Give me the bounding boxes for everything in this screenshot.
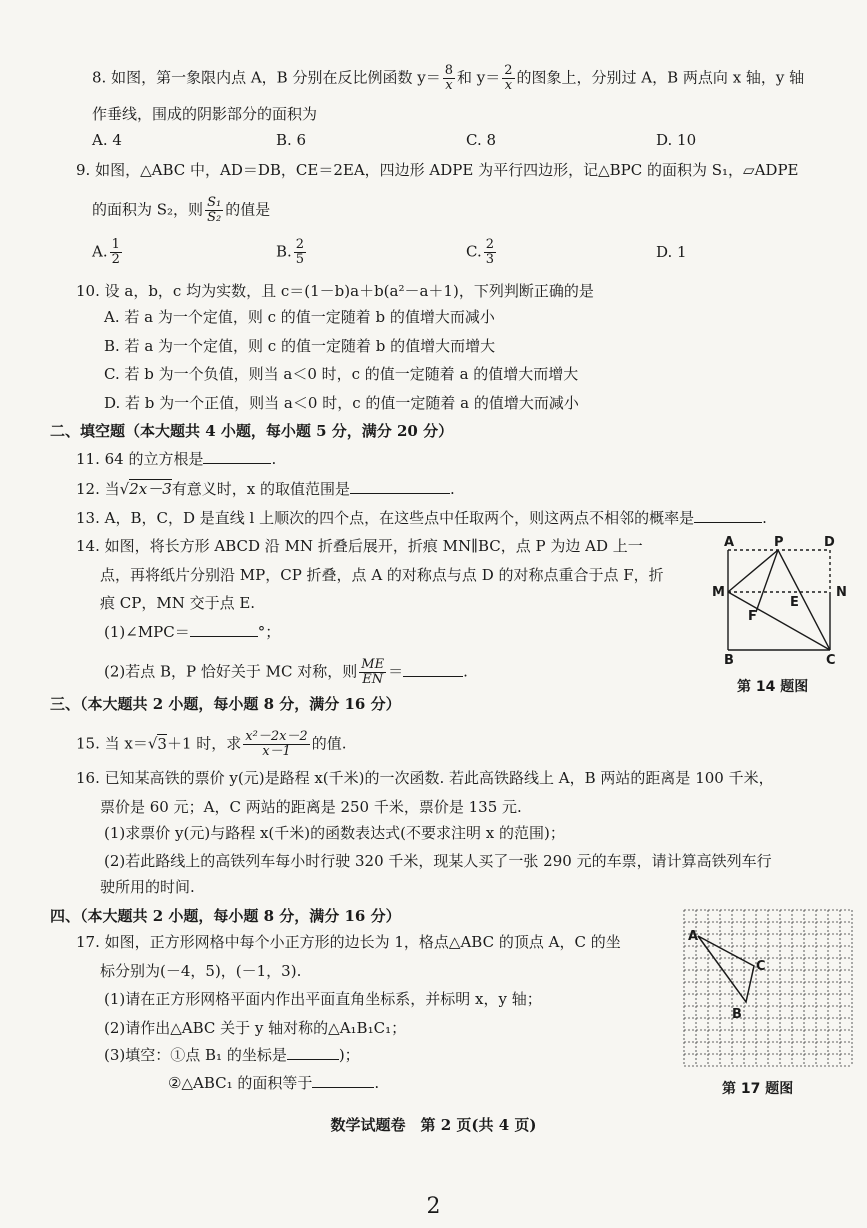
answer-blank bbox=[350, 479, 450, 494]
q8-option-b: B. 6 bbox=[276, 131, 307, 149]
q15-text-a: 15. 当 x＝ bbox=[76, 734, 148, 753]
frac-num: 2 bbox=[504, 63, 513, 78]
frac-num: 2 bbox=[295, 237, 305, 252]
q16-line2: 票价是 60 元；A，C 两站的距离是 250 千米，票价是 135 元. bbox=[100, 798, 522, 816]
q9-fraction-s1-s2 bbox=[205, 196, 223, 225]
q9-option-d: D. 1 bbox=[656, 243, 687, 261]
q8-option-c: C. 8 bbox=[466, 131, 497, 149]
q8-text-b: 和 y＝ bbox=[457, 68, 501, 87]
q10-stem: 10. 设 a，b，c 均为实数，且 c＝(1－b)a＋b(a²－a＋1)，下列判断正确的是 bbox=[76, 282, 594, 300]
q10-option-d: D. 若 b 为一个正值，则当 a＜0 时，c 的值一定随着 a 的值增大而减小 bbox=[104, 394, 579, 412]
frac-num: S₁ bbox=[207, 195, 222, 210]
opt-fraction bbox=[294, 238, 306, 267]
q9-option-a bbox=[92, 238, 124, 267]
frac-den: 2 bbox=[111, 252, 120, 267]
sqrt-sign-icon: √ bbox=[119, 480, 130, 498]
label-A: A bbox=[688, 929, 699, 944]
q14-equals: ＝ bbox=[388, 662, 404, 681]
q16-part2a: (2)若此路线上的高铁列车每小时行驶 320 千米，现某人买了一张 290 元的车票，请计算高铁列车行 bbox=[104, 852, 772, 870]
label-N: N bbox=[836, 585, 847, 600]
q14-line2: 点，再将纸片分别沿 MP，CP 折叠，点 A 的对称点与点 D 的对称点重合于点 F，折 bbox=[100, 566, 664, 584]
q17-part2: (2)请作出△ABC 关于 y 轴对称的△A₁B₁C₁； bbox=[104, 1019, 407, 1037]
section-heading-2: 二、填空题（本大题共 4 小题，每小题 5 分，满分 20 分） bbox=[50, 422, 454, 440]
section-heading-3: 三、（本大题共 2 小题，每小题 8 分，满分 16 分） bbox=[50, 695, 401, 713]
frac-num: 8 bbox=[444, 63, 453, 78]
frac-num: 2 bbox=[485, 237, 494, 252]
q8-text-a: 8. 如图，第一象限内点 A，B 分别在反比例函数 y＝ bbox=[92, 68, 441, 87]
opt-letter: B. bbox=[276, 242, 292, 261]
q11 bbox=[76, 449, 276, 469]
answer-blank bbox=[287, 1045, 339, 1060]
frac-den: x bbox=[504, 78, 513, 93]
q17-part3b-end: . bbox=[374, 1074, 380, 1092]
q17-part3a-text: (3)填空：①点 B₁ 的坐标是 bbox=[104, 1046, 287, 1064]
frac-num: ME bbox=[361, 657, 385, 672]
q12-end: . bbox=[449, 480, 455, 498]
label-D: D bbox=[824, 535, 835, 550]
q14-fraction-me-en bbox=[359, 658, 386, 687]
q14-part1 bbox=[104, 622, 280, 642]
q17-line1: 17. 如图，正方形网格中每个小正方形的边长为 1，格点△ABC 的顶点 A，C 的坐 bbox=[76, 933, 621, 951]
q17-part3a-end: )； bbox=[338, 1046, 360, 1064]
q17-grid-figure bbox=[680, 906, 856, 1072]
q17-figure-caption: 第 17 题图 bbox=[722, 1081, 794, 1097]
frac-den: S₂ bbox=[207, 210, 222, 225]
q14-part1-end: °； bbox=[257, 623, 281, 641]
opt-fraction bbox=[110, 238, 122, 267]
q10-option-c: C. 若 b 为一个负值，则当 a＜0 时，c 的值一定随着 a 的值增大而增大 bbox=[104, 365, 579, 383]
q11-end: . bbox=[271, 450, 277, 468]
q8-line1 bbox=[92, 64, 804, 93]
q10-option-a: A. 若 a 为一个定值，则 c 的值一定随着 b 的值增大而减小 bbox=[104, 308, 495, 326]
q15 bbox=[76, 730, 346, 759]
answer-blank bbox=[403, 662, 463, 677]
answer-blank bbox=[203, 449, 271, 464]
label-A: A bbox=[724, 535, 735, 550]
opt-letter: A. bbox=[92, 242, 108, 261]
q9-option-b bbox=[276, 238, 308, 267]
label-F: F bbox=[748, 609, 757, 624]
section-heading-4: 四、（本大题共 2 小题，每小题 8 分，满分 16 分） bbox=[50, 907, 401, 925]
q9-line2 bbox=[92, 196, 270, 225]
q16-part2b: 驶所用的时间. bbox=[100, 878, 195, 896]
label-C: C bbox=[826, 653, 836, 668]
q14-part2-end: . bbox=[463, 662, 468, 681]
q16-part1: (1)求票价 y(元)与路程 x(千米)的函数表达式(不要求注明 x 的范围)； bbox=[104, 824, 565, 842]
answer-blank bbox=[694, 508, 762, 523]
q13-text: 13. A，B，C，D 是直线 l 上顺次的四个点，在这些点中任取两个，则这两点不相邻的概率是 bbox=[76, 509, 695, 527]
q14-part2 bbox=[104, 658, 468, 687]
q8-text-c: 的图象上，分别过 A，B 两点向 x 轴，y 轴 bbox=[516, 68, 805, 87]
label-C: C bbox=[756, 959, 766, 974]
opt-fraction bbox=[484, 238, 496, 267]
frac-num: 1 bbox=[111, 237, 120, 252]
label-P: P bbox=[774, 535, 784, 550]
q9-option-c bbox=[466, 238, 498, 267]
opt-letter: C. bbox=[466, 242, 482, 261]
q14-line3: 痕 CP，MN 交于点 E. bbox=[100, 594, 256, 612]
frac-den: x－1 bbox=[262, 744, 291, 759]
q15-text-b: ＋1 时，求 bbox=[166, 734, 242, 753]
frac-den: x bbox=[445, 78, 453, 93]
q8-fraction-8-over-x bbox=[443, 64, 455, 93]
q17-part3b-text: ②△ABC₁ 的面积等于 bbox=[168, 1074, 313, 1092]
q9-line1: 9. 如图，△ABC 中，AD＝DB，CE＝2EA，四边形 ADPE 为平行四边形，记△BPC 的面积为 S₁，▱ADPE bbox=[76, 161, 799, 179]
sqrt-sign-icon: √ bbox=[147, 734, 158, 753]
q14-figure-caption: 第 14 题图 bbox=[737, 679, 809, 695]
q8-option-a: A. 4 bbox=[92, 131, 122, 149]
q17-part1: (1)请在正方形网格平面内作出平面直角坐标系，并标明 x，y 轴； bbox=[104, 990, 542, 1008]
q10-option-b: B. 若 a 为一个定值，则 c 的值一定随着 b 的值增大而增大 bbox=[104, 337, 496, 355]
q13-end: . bbox=[762, 509, 767, 527]
q12-text-a: 12. 当 bbox=[76, 480, 120, 498]
q17-part3b bbox=[168, 1073, 379, 1093]
q16-line1: 16. 已知某高铁的票价 y(元)是路程 x(千米)的一次函数. 若此高铁路线上 A，B 两站的距离是 100 千米， bbox=[76, 769, 774, 787]
q9-text-b: 的值是 bbox=[225, 200, 271, 219]
label-B: B bbox=[724, 653, 734, 668]
q14-figure bbox=[712, 532, 852, 672]
frac-den: 3 bbox=[485, 252, 494, 267]
page-number: 2 bbox=[426, 1194, 441, 1219]
q12 bbox=[76, 479, 455, 499]
q8-line2: 作垂线，围成的阴影部分的面积为 bbox=[92, 105, 318, 123]
frac-num: x²－2x－2 bbox=[245, 729, 308, 744]
q8-option-d: D. 10 bbox=[656, 131, 697, 149]
q14-part2-text: (2)若点 B，P 恰好关于 MC 对称，则 bbox=[104, 662, 358, 681]
q8-fraction-2-over-x bbox=[502, 64, 514, 93]
q15-text-c: 的值. bbox=[311, 734, 347, 753]
frac-den: 5 bbox=[295, 252, 305, 267]
frac-den: EN bbox=[362, 672, 384, 687]
answer-blank bbox=[312, 1073, 374, 1088]
label-M: M bbox=[712, 585, 725, 600]
q17-line2: 标分别为(－4，5)，(－1，3). bbox=[100, 962, 302, 980]
label-E: E bbox=[790, 595, 799, 610]
answer-blank bbox=[190, 622, 258, 637]
q14-line1: 14. 如图，将长方形 ABCD 沿 MN 折叠后展开，折痕 MN∥BC，点 P 为边 AD 上一 bbox=[76, 537, 643, 555]
page-footer: 数学试题卷 第 2 页(共 4 页) bbox=[330, 1116, 537, 1134]
q9-text-a: 的面积为 S₂，则 bbox=[92, 200, 204, 219]
q17-grid bbox=[684, 910, 852, 1066]
q17-part3a bbox=[104, 1045, 360, 1065]
q12-radicand: 2x－3 bbox=[129, 480, 172, 498]
q14-part1-text: (1)∠MPC＝ bbox=[104, 623, 190, 641]
q13 bbox=[76, 508, 767, 528]
q12-text-b: 有意义时，x 的取值范围是 bbox=[171, 480, 350, 498]
q15-fraction bbox=[243, 730, 309, 759]
q15-radicand: 3 bbox=[157, 734, 167, 753]
q11-text: 11. 64 的立方根是 bbox=[76, 450, 204, 468]
label-B: B bbox=[732, 1007, 742, 1022]
